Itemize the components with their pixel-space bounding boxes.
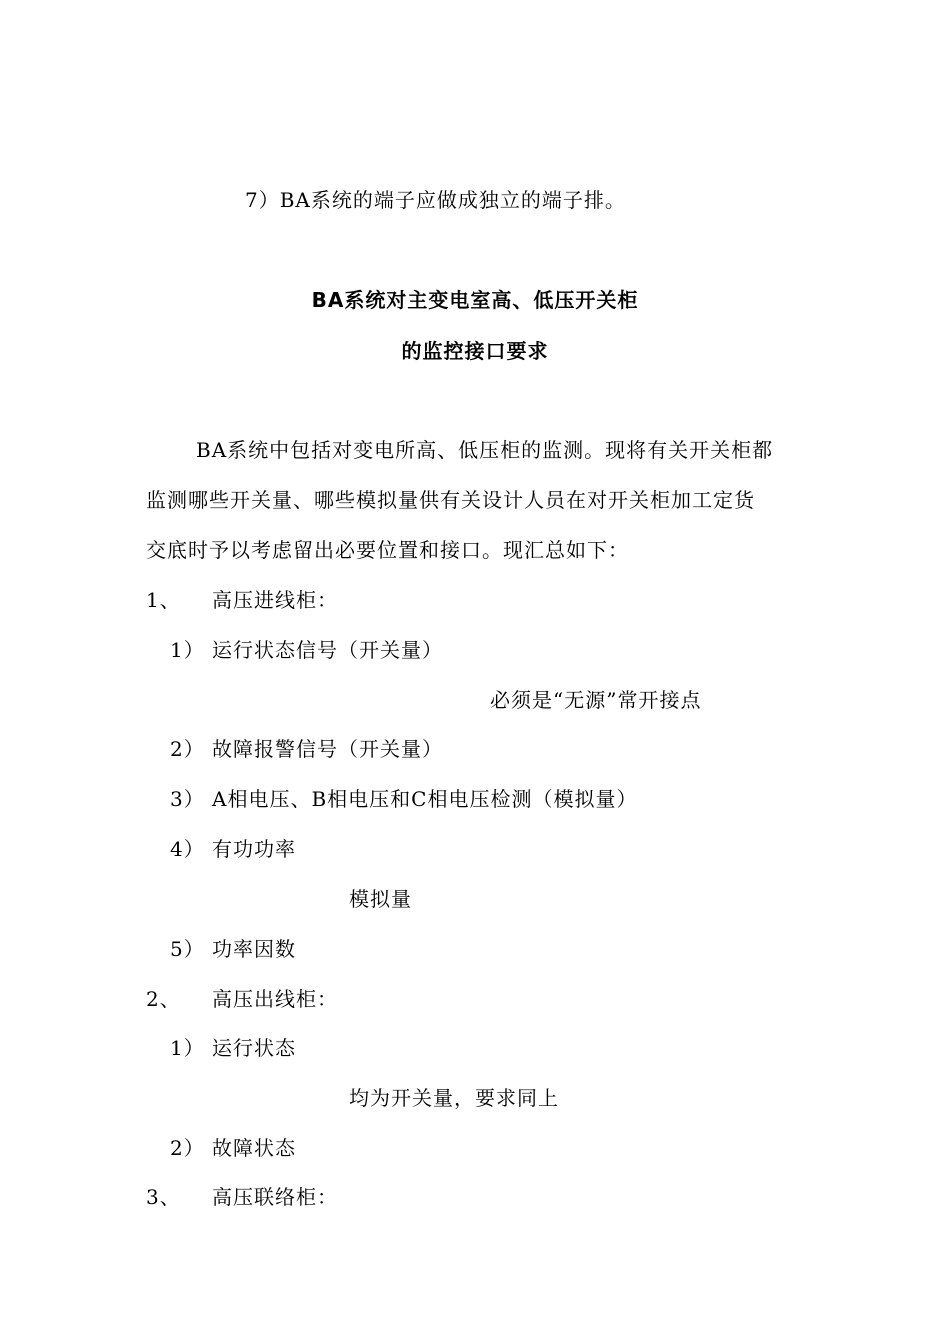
list-item: 1） 运行状态	[170, 1036, 296, 1060]
section-1-heading	[146, 586, 338, 614]
document-title-line-2: 的监控接口要求	[401, 339, 549, 363]
section-3-number: 3、	[146, 1185, 181, 1209]
list-item: 2） 故障报警信号（开关量）	[170, 737, 443, 761]
section-1-label: 高压进线柜：	[212, 588, 338, 612]
note-passive-contact: 必须是“无源”常开接点	[490, 688, 702, 712]
section-3-label: 高压联络柜：	[212, 1185, 338, 1209]
list-item: 4） 有功功率	[170, 837, 296, 861]
list-item: 3） A相电压、B相电压和C相电压检测（模拟量）	[170, 787, 638, 811]
paragraph-line-1: BA系统中包括对变电所高、低压柜的监测。现将有关开关柜都	[196, 438, 774, 462]
section-3-heading	[146, 1183, 338, 1211]
paragraph-line-3: 交底时予以考虑留出必要位置和接口。现汇总如下：	[146, 538, 629, 562]
note-analog: 模拟量	[349, 887, 412, 911]
section-2-heading	[146, 985, 338, 1013]
section-2-number: 2、	[146, 987, 181, 1011]
note-switch-quantity: 均为开关量，要求同上	[349, 1086, 559, 1110]
list-item: 2） 故障状态	[170, 1136, 296, 1160]
paragraph-line-2: 监测哪些开关量、哪些模拟量供有关设计人员在对开关柜加工定货	[146, 488, 755, 512]
section-2-label: 高压出线柜：	[212, 987, 338, 1011]
list-item: 5） 功率因数	[170, 937, 296, 961]
intro-item: 7）BA系统的端子应做成独立的端子排。	[245, 188, 626, 212]
document-title-line-1: BA系统对主变电室高、低压开关柜	[311, 288, 639, 312]
section-1-number: 1、	[146, 588, 181, 612]
list-item: 1） 运行状态信号（开关量）	[170, 638, 443, 662]
